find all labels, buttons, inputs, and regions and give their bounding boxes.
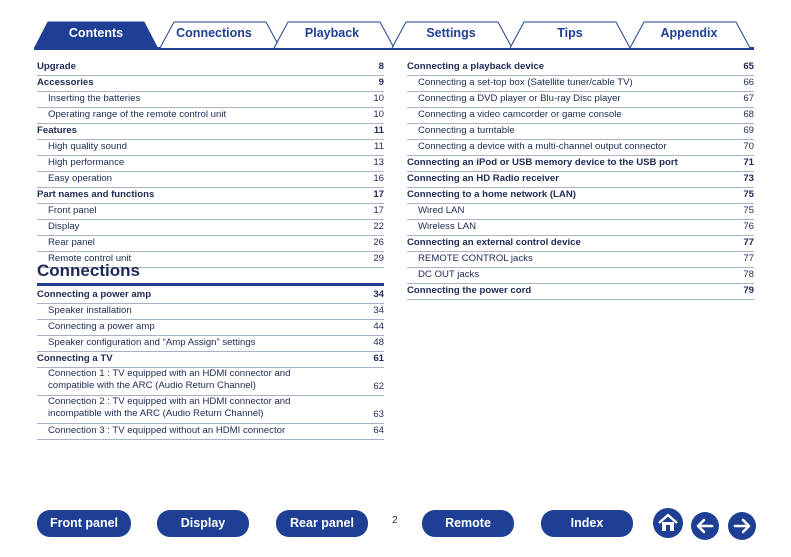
toc-entry-page: 61 xyxy=(373,353,384,364)
toc-entry-page: 34 xyxy=(373,289,384,300)
toc-entry-title: Inserting the batteries xyxy=(48,93,141,104)
toc-subentry[interactable] xyxy=(37,320,384,336)
toc-entry-title: Wireless LAN xyxy=(418,221,477,232)
toc-entry-title: Connecting a turntable xyxy=(418,125,515,136)
toc-subentry[interactable] xyxy=(37,368,384,396)
toc-entry-title: Accessories xyxy=(37,77,94,88)
toc-entry[interactable] xyxy=(37,60,384,76)
toc-subentry[interactable] xyxy=(407,92,754,108)
toc-entry-title: Connection 1 : TV equipped with an HDMI connector and compatible with the ARC (Audio Return Channel) xyxy=(48,368,291,391)
toc-entry-page: 16 xyxy=(373,173,384,184)
toc-entry-title: Connecting an external control device xyxy=(407,237,581,248)
toc-entry-title: Connecting a power amp xyxy=(48,321,155,332)
toc-entry-title: Connection 3 : TV equipped without an HDMI connector xyxy=(48,425,286,436)
toc-entry-page: 8 xyxy=(378,61,384,72)
toc-entry-page: 11 xyxy=(373,125,384,136)
toc-subentry[interactable] xyxy=(37,108,384,124)
toc-entry[interactable] xyxy=(37,188,384,204)
toc-entry-page: 65 xyxy=(743,61,754,72)
toc-entry-page: 44 xyxy=(373,321,384,332)
tab-tips[interactable]: Tips xyxy=(557,26,583,40)
toc-entry-page: 62 xyxy=(373,381,384,392)
toc-entry-title: Connecting an HD Radio receiver xyxy=(407,173,559,184)
toc-subentry[interactable] xyxy=(407,108,754,124)
toc-entry-page: 9 xyxy=(378,77,384,88)
toc-entry-title: Easy operation xyxy=(48,173,112,184)
toc-entry-title: Connecting a video camcorder or game console xyxy=(418,109,622,120)
toc-subentry[interactable] xyxy=(37,336,384,352)
toc-entry-page: 48 xyxy=(373,337,384,348)
toc-entry-page: 78 xyxy=(743,269,754,280)
tab-settings[interactable]: Settings xyxy=(426,26,476,40)
toc-entry-title: Connection 2 : TV equipped with an HDMI connector and incompatible with the ARC (Audio Return Channel) xyxy=(48,396,291,419)
toc-entry-title: High performance xyxy=(48,157,125,168)
toc-entry-title: Speaker configuration and “Amp Assign” settings xyxy=(48,337,256,348)
toc-left-column xyxy=(37,60,384,268)
arrow-left-icon xyxy=(691,512,719,540)
toc-entry-page: 79 xyxy=(743,285,754,296)
forward-button[interactable] xyxy=(728,512,756,540)
display-button[interactable]: Display xyxy=(157,510,249,537)
toc-entry-page: 69 xyxy=(743,125,754,136)
toc-entry-title: Wired LAN xyxy=(418,205,465,216)
toc-entry-page: 10 xyxy=(373,109,384,120)
tab-contents[interactable]: Contents xyxy=(68,26,124,40)
toc-entry-title: Connecting a DVD player or Blu-ray Disc player xyxy=(418,93,621,104)
toc-entry[interactable] xyxy=(407,236,754,252)
toc-entry-page: 68 xyxy=(743,109,754,120)
home-button[interactable] xyxy=(653,508,683,538)
toc-entry-page: 26 xyxy=(373,237,384,248)
toc-subentry[interactable] xyxy=(37,140,384,156)
toc-entry-page: 71 xyxy=(743,157,754,168)
remote-button[interactable]: Remote xyxy=(422,510,514,537)
toc-entry[interactable] xyxy=(37,124,384,140)
toc-entry[interactable] xyxy=(37,76,384,92)
toc-subentry[interactable] xyxy=(37,156,384,172)
home-icon xyxy=(653,508,683,538)
toc-entry-page: 13 xyxy=(373,157,384,168)
toc-entry-title: Connecting an iPod or USB memory device to the USB port xyxy=(407,157,678,168)
toc-entry-page: 73 xyxy=(743,173,754,184)
tab-playback[interactable]: Playback xyxy=(304,26,360,40)
toc-entry-title: Connecting a playback device xyxy=(407,61,545,72)
tab-bar xyxy=(34,20,754,50)
toc-entry-title: Connecting a device with a multi-channel output connector xyxy=(418,141,667,152)
toc-entry[interactable] xyxy=(407,60,754,76)
toc-entry-title: DC OUT jacks xyxy=(418,269,480,280)
toc-entry-page: 29 xyxy=(373,253,384,264)
toc-entry-page: 77 xyxy=(743,237,754,248)
toc-entry-title: Rear panel xyxy=(48,237,95,248)
toc-subentry[interactable] xyxy=(407,220,754,236)
toc-subentry[interactable] xyxy=(37,92,384,108)
page-number: 2 xyxy=(392,515,398,526)
toc-subentry[interactable] xyxy=(407,140,754,156)
toc-entry-title: High quality sound xyxy=(48,141,127,152)
toc-entry-title: Connecting a power amp xyxy=(37,289,152,300)
toc-subentry[interactable] xyxy=(37,424,384,440)
toc-subentry[interactable] xyxy=(407,76,754,92)
section-heading-connections: Connections xyxy=(37,261,384,286)
toc-entry[interactable] xyxy=(407,188,754,204)
toc-entry-title: Speaker installation xyxy=(48,305,132,316)
toc-entry[interactable] xyxy=(407,172,754,188)
toc-entry-page: 76 xyxy=(743,221,754,232)
toc-entry-title: Remote control unit xyxy=(48,253,132,264)
toc-entry-title: Front panel xyxy=(48,205,97,216)
toc-entry-page: 70 xyxy=(743,141,754,152)
toc-subentry[interactable] xyxy=(407,204,754,220)
toc-entry-page: 63 xyxy=(373,409,384,420)
toc-entry-title: Upgrade xyxy=(37,61,76,72)
toc-subentry[interactable] xyxy=(407,252,754,268)
toc-entry-page: 67 xyxy=(743,93,754,104)
arrow-right-icon xyxy=(728,512,756,540)
tab-appendix[interactable]: Appendix xyxy=(660,26,718,40)
toc-entry-page: 77 xyxy=(743,253,754,264)
toc-entry-title: Operating range of the remote control unit xyxy=(48,109,227,120)
toc-entry-title: Part names and functions xyxy=(37,189,155,200)
toc-subentry[interactable] xyxy=(37,304,384,320)
toc-entry[interactable] xyxy=(407,284,754,300)
toc-entry-page: 22 xyxy=(373,221,384,232)
index-button[interactable]: Index xyxy=(541,510,633,537)
toc-entry-page: 75 xyxy=(743,189,754,200)
toc-subentry[interactable] xyxy=(37,396,384,424)
toc-entry-title: Display xyxy=(48,221,80,232)
toc-entry-page: 10 xyxy=(373,93,384,104)
toc-entry-title: Connecting a set-top box (Satellite tuner/cable TV) xyxy=(418,77,633,88)
toc-entry-page: 66 xyxy=(743,77,754,88)
toc-subentry[interactable] xyxy=(37,204,384,220)
toc-entry[interactable] xyxy=(37,288,384,304)
toc-entry-title: Connecting to a home network (LAN) xyxy=(407,189,576,200)
toc-entry-page: 64 xyxy=(373,425,384,436)
toc-entry-page: 17 xyxy=(373,205,384,216)
toc-entry-page: 17 xyxy=(373,189,384,200)
toc-subentry[interactable] xyxy=(37,236,384,252)
toc-subentry[interactable] xyxy=(407,268,754,284)
toc-subentry[interactable] xyxy=(37,172,384,188)
toc-entry[interactable] xyxy=(407,156,754,172)
rear-panel-button[interactable]: Rear panel xyxy=(276,510,368,537)
toc-entry-title: Connecting a TV xyxy=(37,353,113,364)
toc-subentry[interactable] xyxy=(407,124,754,140)
front-panel-button[interactable]: Front panel xyxy=(37,510,131,537)
toc-entry-page: 75 xyxy=(743,205,754,216)
toc-entry-page: 34 xyxy=(373,305,384,316)
back-button[interactable] xyxy=(691,512,719,540)
toc-subentry[interactable] xyxy=(37,220,384,236)
tab-connections[interactable]: Connections xyxy=(176,26,252,40)
toc-entry-page: 11 xyxy=(374,141,384,152)
toc-entry-title: Connecting the power cord xyxy=(407,285,532,296)
toc-connections-list xyxy=(37,288,384,440)
toc-entry-title: Features xyxy=(37,125,77,136)
toc-entry-title: REMOTE CONTROL jacks xyxy=(418,253,533,264)
toc-right-column xyxy=(407,60,754,300)
toc-entry[interactable] xyxy=(37,352,384,368)
